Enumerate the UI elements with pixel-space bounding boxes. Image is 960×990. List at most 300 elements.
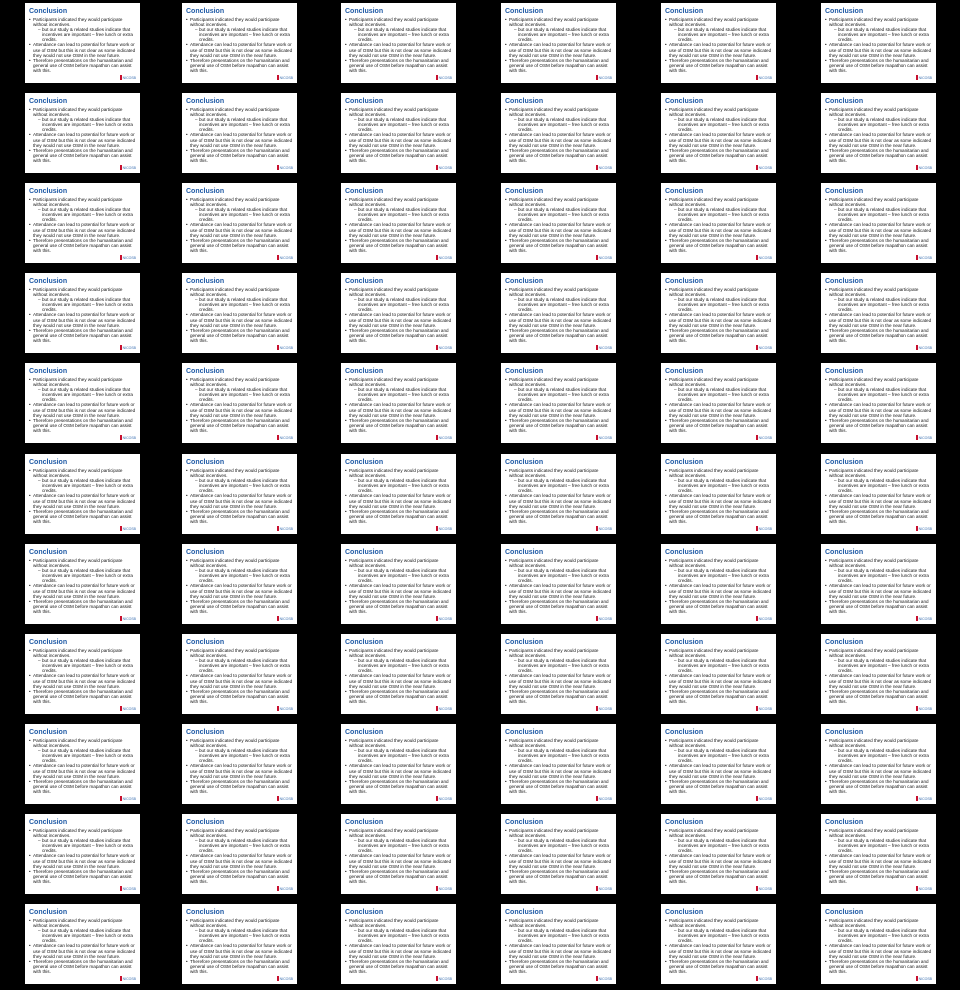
bullet-attendance: • Attendance can lead to potential for future work or use of OSM but this is not clear as some indicated they would not use OSM in the near future.	[186, 853, 293, 868]
bullet-presentations: • Therefore presentations on the humanitarian and general use of OSM before mapathon can assist with this.	[186, 238, 293, 253]
bullet-participation: • Participants indicated they would participate without incentives.	[825, 738, 932, 748]
slide-footer-logo	[277, 165, 293, 170]
slide-thumbnail[interactable]	[661, 814, 776, 894]
logo-flag-icon	[436, 706, 438, 711]
bullet-participation: • Participants indicated they would participate without incentives.	[29, 648, 136, 658]
slide-title: Conclusion	[825, 549, 864, 556]
slide-title: Conclusion	[505, 98, 544, 105]
slide-thumbnail[interactable]	[341, 544, 456, 624]
slide-title: Conclusion	[186, 459, 225, 466]
bullet-list	[505, 287, 612, 343]
logo-text: NICOSB	[918, 526, 932, 531]
slide-title: Conclusion	[345, 368, 384, 375]
slide-footer-logo	[277, 435, 293, 440]
logo-text: NICOSB	[918, 165, 932, 170]
slide-thumbnail[interactable]	[661, 724, 776, 804]
slide-thumbnail[interactable]	[661, 273, 776, 353]
bullet-participation: • Participants indicated they would participate without incentives.	[186, 17, 293, 27]
slide-thumbnail[interactable]	[25, 544, 140, 624]
slide-footer-logo	[756, 165, 772, 170]
bullet-participation: • Participants indicated they would participate without incentives.	[186, 377, 293, 387]
logo-flag-icon	[436, 255, 438, 260]
slide-title: Conclusion	[505, 909, 544, 916]
logo-flag-icon	[120, 976, 122, 981]
slide-footer-logo	[756, 345, 772, 350]
sub-bullet-incentives: – but our study & related studies indicate that incentives are important – free lunch or extra credits.	[354, 478, 452, 493]
slide-thumbnail[interactable]	[341, 634, 456, 714]
bullet-participation: • Participants indicated they would participate without incentives.	[665, 17, 772, 27]
bullet-participation: • Participants indicated they would participate without incentives.	[29, 17, 136, 27]
bullet-attendance: • Attendance can lead to potential for future work or use of OSM but this is not clear as some indicated they would not use OSM in the near future.	[505, 493, 612, 508]
slide-thumbnail[interactable]	[821, 3, 936, 83]
sub-bullet-incentives: – but our study & related studies indicate that incentives are important – free lunch or extra credits.	[674, 27, 772, 42]
slide-footer-logo	[596, 616, 612, 621]
logo-flag-icon	[120, 706, 122, 711]
slide-thumbnail[interactable]	[661, 183, 776, 263]
sub-bullet-incentives: – but our study & related studies indicate that incentives are important – free lunch or extra credits.	[195, 207, 293, 222]
logo-text: NICOSB	[438, 255, 452, 260]
bullet-attendance: • Attendance can lead to potential for future work or use of OSM but this is not clear as some indicated they would not use OSM in the near future.	[186, 222, 293, 237]
bullet-list	[345, 287, 452, 343]
bullet-attendance: • Attendance can lead to potential for future work or use of OSM but this is not clear as some indicated they would not use OSM in the near future.	[345, 673, 452, 688]
slide-thumbnail[interactable]	[501, 3, 616, 83]
slide-thumbnail[interactable]	[661, 544, 776, 624]
slide-title: Conclusion	[665, 459, 704, 466]
bullet-list	[665, 107, 772, 163]
slide-thumbnail[interactable]	[661, 634, 776, 714]
bullet-presentations: • Therefore presentations on the humanitarian and general use of OSM before mapathon can assist with this.	[665, 148, 772, 163]
bullet-attendance: • Attendance can lead to potential for future work or use of OSM but this is not clear as some indicated they would not use OSM in the near future.	[825, 493, 932, 508]
bullet-list	[505, 738, 612, 794]
bullet-presentations: • Therefore presentations on the humanitarian and general use of OSM before mapathon can assist with this.	[29, 779, 136, 794]
logo-text: NICOSB	[122, 706, 136, 711]
bullet-list	[825, 648, 932, 704]
slide-thumbnail[interactable]	[25, 183, 140, 263]
slide-footer-logo	[277, 345, 293, 350]
slide-title: Conclusion	[825, 98, 864, 105]
bullet-participation: • Participants indicated they would participate without incentives.	[665, 558, 772, 568]
bullet-participation: • Participants indicated they would participate without incentives.	[186, 468, 293, 478]
bullet-participation: • Participants indicated they would participate without incentives.	[29, 197, 136, 207]
sub-bullet-incentives: – but our study & related studies indicate that incentives are important – free lunch or extra credits.	[834, 748, 932, 763]
slide-thumbnail[interactable]	[341, 93, 456, 173]
slide-thumbnail[interactable]	[821, 273, 936, 353]
logo-text: NICOSB	[122, 886, 136, 891]
bullet-participation: • Participants indicated they would participate without incentives.	[345, 918, 452, 928]
bullet-list	[505, 918, 612, 974]
logo-text: NICOSB	[279, 526, 293, 531]
slide-thumbnail[interactable]	[25, 363, 140, 443]
slide-footer-logo	[436, 886, 452, 891]
bullet-presentations: • Therefore presentations on the humanitarian and general use of OSM before mapathon can assist with this.	[345, 779, 452, 794]
slide-thumbnail[interactable]	[341, 3, 456, 83]
bullet-participation: • Participants indicated they would participate without incentives.	[505, 17, 612, 27]
bullet-list	[29, 197, 136, 253]
slide-thumbnail[interactable]	[661, 363, 776, 443]
bullet-participation: • Participants indicated they would participate without incentives.	[505, 197, 612, 207]
bullet-attendance: • Attendance can lead to potential for future work or use of OSM but this is not clear as some indicated they would not use OSM in the near future.	[186, 583, 293, 598]
bullet-list	[665, 17, 772, 73]
slide-thumbnail[interactable]	[182, 183, 297, 263]
bullet-list	[505, 468, 612, 524]
logo-flag-icon	[277, 75, 279, 80]
logo-text: NICOSB	[758, 976, 772, 981]
logo-text: NICOSB	[918, 616, 932, 621]
slide-thumbnail[interactable]	[182, 363, 297, 443]
logo-text: NICOSB	[279, 255, 293, 260]
bullet-presentations: • Therefore presentations on the humanitarian and general use of OSM before mapathon can assist with this.	[505, 689, 612, 704]
bullet-presentations: • Therefore presentations on the humanitarian and general use of OSM before mapathon can assist with this.	[665, 509, 772, 524]
logo-text: NICOSB	[438, 706, 452, 711]
logo-flag-icon	[916, 255, 918, 260]
slide-thumbnail[interactable]	[501, 814, 616, 894]
bullet-list	[665, 468, 772, 524]
bullet-list	[665, 287, 772, 343]
logo-text: NICOSB	[598, 526, 612, 531]
slide-thumbnail[interactable]	[661, 904, 776, 984]
bullet-list	[825, 738, 932, 794]
bullet-presentations: • Therefore presentations on the humanitarian and general use of OSM before mapathon can assist with this.	[665, 779, 772, 794]
bullet-list	[345, 648, 452, 704]
bullet-presentations: • Therefore presentations on the humanitarian and general use of OSM before mapathon can assist with this.	[345, 959, 452, 974]
bullet-participation: • Participants indicated they would participate without incentives.	[665, 648, 772, 658]
logo-flag-icon	[596, 976, 598, 981]
bullet-attendance: • Attendance can lead to potential for future work or use of OSM but this is not clear as some indicated they would not use OSM in the near future.	[29, 42, 136, 57]
logo-flag-icon	[120, 616, 122, 621]
slide-thumbnail[interactable]	[182, 454, 297, 534]
logo-flag-icon	[916, 616, 918, 621]
bullet-attendance: • Attendance can lead to potential for future work or use of OSM but this is not clear as some indicated they would not use OSM in the near future.	[186, 132, 293, 147]
logo-text: NICOSB	[279, 435, 293, 440]
logo-text: NICOSB	[758, 165, 772, 170]
slide-thumbnail[interactable]	[501, 93, 616, 173]
slide-footer-logo	[756, 706, 772, 711]
slide-thumbnail[interactable]	[501, 634, 616, 714]
slide-title: Conclusion	[29, 368, 68, 375]
bullet-presentations: • Therefore presentations on the humanitarian and general use of OSM before mapathon can assist with this.	[665, 58, 772, 73]
bullet-participation: • Participants indicated they would participate without incentives.	[825, 918, 932, 928]
slide-thumbnail[interactable]	[182, 724, 297, 804]
logo-text: NICOSB	[918, 976, 932, 981]
bullet-participation: • Participants indicated they would participate without incentives.	[345, 287, 452, 297]
bullet-list	[345, 197, 452, 253]
bullet-attendance: • Attendance can lead to potential for future work or use of OSM but this is not clear as some indicated they would not use OSM in the near future.	[505, 673, 612, 688]
bullet-list	[665, 738, 772, 794]
bullet-attendance: • Attendance can lead to potential for future work or use of OSM but this is not clear as some indicated they would not use OSM in the near future.	[186, 493, 293, 508]
logo-text: NICOSB	[438, 886, 452, 891]
slide-thumbnail[interactable]	[182, 544, 297, 624]
logo-flag-icon	[756, 886, 758, 891]
slide-title: Conclusion	[29, 98, 68, 105]
logo-flag-icon	[916, 526, 918, 531]
sub-bullet-incentives: – but our study & related studies indicate that incentives are important – free lunch or extra credits.	[514, 478, 612, 493]
logo-flag-icon	[916, 706, 918, 711]
slide-title: Conclusion	[345, 639, 384, 646]
bullet-list	[505, 107, 612, 163]
slide-thumbnail[interactable]	[182, 3, 297, 83]
slide-footer-logo	[756, 976, 772, 981]
slide-footer-logo	[120, 976, 136, 981]
slide-footer-logo	[916, 526, 932, 531]
sub-bullet-incentives: – but our study & related studies indicate that incentives are important – free lunch or extra credits.	[354, 568, 452, 583]
bullet-presentations: • Therefore presentations on the humanitarian and general use of OSM before mapathon can assist with this.	[345, 599, 452, 614]
bullet-presentations: • Therefore presentations on the humanitarian and general use of OSM before mapathon can assist with this.	[186, 959, 293, 974]
sub-bullet-incentives: – but our study & related studies indicate that incentives are important – free lunch or extra credits.	[38, 838, 136, 853]
slide-title: Conclusion	[825, 909, 864, 916]
slide-title: Conclusion	[345, 729, 384, 736]
slide-footer-logo	[277, 796, 293, 801]
slide-thumbnail[interactable]	[661, 93, 776, 173]
bullet-presentations: • Therefore presentations on the humanitarian and general use of OSM before mapathon can assist with this.	[825, 779, 932, 794]
slide-thumbnail[interactable]	[501, 904, 616, 984]
sub-bullet-incentives: – but our study & related studies indicate that incentives are important – free lunch or extra credits.	[674, 478, 772, 493]
slide-thumbnail[interactable]	[821, 544, 936, 624]
bullet-list	[825, 918, 932, 974]
bullet-participation: • Participants indicated they would participate without incentives.	[825, 17, 932, 27]
sub-bullet-incentives: – but our study & related studies indicate that incentives are important – free lunch or extra credits.	[195, 117, 293, 132]
bullet-list	[505, 197, 612, 253]
bullet-attendance: • Attendance can lead to potential for future work or use of OSM but this is not clear as some indicated they would not use OSM in the near future.	[665, 42, 772, 57]
sub-bullet-incentives: – but our study & related studies indicate that incentives are important – free lunch or extra credits.	[38, 117, 136, 132]
logo-text: NICOSB	[122, 75, 136, 80]
logo-flag-icon	[120, 75, 122, 80]
slide-footer-logo	[120, 526, 136, 531]
slide-footer-logo	[277, 886, 293, 891]
logo-flag-icon	[277, 796, 279, 801]
slide-thumbnail[interactable]	[821, 904, 936, 984]
bullet-attendance: • Attendance can lead to potential for future work or use of OSM but this is not clear as some indicated they would not use OSM in the near future.	[29, 493, 136, 508]
slide-thumbnail[interactable]	[341, 273, 456, 353]
logo-flag-icon	[120, 345, 122, 350]
bullet-presentations: • Therefore presentations on the humanitarian and general use of OSM before mapathon can assist with this.	[825, 689, 932, 704]
bullet-presentations: • Therefore presentations on the humanitarian and general use of OSM before mapathon can assist with this.	[825, 869, 932, 884]
slide-thumbnail[interactable]	[501, 724, 616, 804]
slide-thumbnail[interactable]	[25, 634, 140, 714]
slide-thumbnail[interactable]	[821, 183, 936, 263]
bullet-participation: • Participants indicated they would participate without incentives.	[29, 468, 136, 478]
slide-thumbnail[interactable]	[25, 3, 140, 83]
slide-title: Conclusion	[505, 8, 544, 15]
bullet-participation: • Participants indicated they would participate without incentives.	[665, 287, 772, 297]
sub-bullet-incentives: – but our study & related studies indicate that incentives are important – free lunch or extra credits.	[514, 928, 612, 943]
logo-flag-icon	[436, 345, 438, 350]
bullet-presentations: • Therefore presentations on the humanitarian and general use of OSM before mapathon can assist with this.	[29, 58, 136, 73]
bullet-attendance: • Attendance can lead to potential for future work or use of OSM but this is not clear as some indicated they would not use OSM in the near future.	[29, 312, 136, 327]
slide-thumbnail[interactable]	[821, 724, 936, 804]
slide-thumbnail[interactable]	[25, 814, 140, 894]
logo-text: NICOSB	[438, 796, 452, 801]
slide-thumbnail[interactable]	[341, 183, 456, 263]
logo-flag-icon	[436, 796, 438, 801]
sub-bullet-incentives: – but our study & related studies indicate that incentives are important – free lunch or extra credits.	[514, 297, 612, 312]
bullet-presentations: • Therefore presentations on the humanitarian and general use of OSM before mapathon can assist with this.	[665, 599, 772, 614]
logo-flag-icon	[120, 435, 122, 440]
bullet-attendance: • Attendance can lead to potential for future work or use of OSM but this is not clear as some indicated they would not use OSM in the near future.	[29, 853, 136, 868]
slide-thumbnail[interactable]	[501, 183, 616, 263]
logo-flag-icon	[756, 75, 758, 80]
bullet-participation: • Participants indicated they would participate without incentives.	[345, 197, 452, 207]
slide-title: Conclusion	[505, 549, 544, 556]
logo-flag-icon	[596, 706, 598, 711]
bullet-presentations: • Therefore presentations on the humanitarian and general use of OSM before mapathon can assist with this.	[825, 959, 932, 974]
sub-bullet-incentives: – but our study & related studies indicate that incentives are important – free lunch or extra credits.	[514, 658, 612, 673]
slide-footer-logo	[756, 796, 772, 801]
slide-thumbnail[interactable]	[25, 724, 140, 804]
logo-text: NICOSB	[279, 886, 293, 891]
sub-bullet-incentives: – but our study & related studies indicate that incentives are important – free lunch or extra credits.	[38, 478, 136, 493]
bullet-presentations: • Therefore presentations on the humanitarian and general use of OSM before mapathon can assist with this.	[186, 599, 293, 614]
bullet-attendance: • Attendance can lead to potential for future work or use of OSM but this is not clear as some indicated they would not use OSM in the near future.	[345, 222, 452, 237]
logo-text: NICOSB	[758, 435, 772, 440]
bullet-attendance: • Attendance can lead to potential for future work or use of OSM but this is not clear as some indicated they would not use OSM in the near future.	[825, 943, 932, 958]
logo-text: NICOSB	[918, 345, 932, 350]
sub-bullet-incentives: – but our study & related studies indicate that incentives are important – free lunch or extra credits.	[674, 748, 772, 763]
bullet-presentations: • Therefore presentations on the humanitarian and general use of OSM before mapathon can assist with this.	[665, 689, 772, 704]
slide-footer-logo	[596, 796, 612, 801]
bullet-presentations: • Therefore presentations on the humanitarian and general use of OSM before mapathon can assist with this.	[345, 869, 452, 884]
slide-title: Conclusion	[505, 729, 544, 736]
slide-footer-logo	[916, 435, 932, 440]
logo-flag-icon	[120, 165, 122, 170]
slide-thumbnail[interactable]	[182, 273, 297, 353]
logo-flag-icon	[756, 435, 758, 440]
logo-flag-icon	[436, 976, 438, 981]
sub-bullet-incentives: – but our study & related studies indicate that incentives are important – free lunch or extra credits.	[38, 568, 136, 583]
slide-thumbnail[interactable]	[501, 544, 616, 624]
slide-thumbnail[interactable]	[25, 454, 140, 534]
bullet-participation: • Participants indicated they would participate without incentives.	[505, 828, 612, 838]
logo-text: NICOSB	[122, 345, 136, 350]
bullet-attendance: • Attendance can lead to potential for future work or use of OSM but this is not clear as some indicated they would not use OSM in the near future.	[505, 943, 612, 958]
slide-thumbnail[interactable]	[661, 454, 776, 534]
logo-flag-icon	[596, 165, 598, 170]
bullet-list	[29, 287, 136, 343]
logo-flag-icon	[916, 165, 918, 170]
bullet-participation: • Participants indicated they would participate without incentives.	[29, 107, 136, 117]
slide-title: Conclusion	[345, 459, 384, 466]
bullet-participation: • Participants indicated they would participate without incentives.	[345, 828, 452, 838]
sub-bullet-incentives: – but our study & related studies indicate that incentives are important – free lunch or extra credits.	[195, 658, 293, 673]
bullet-list	[29, 918, 136, 974]
slide-footer-logo	[596, 706, 612, 711]
slide-thumbnail[interactable]	[25, 273, 140, 353]
slide-title: Conclusion	[186, 819, 225, 826]
sub-bullet-incentives: – but our study & related studies indicate that incentives are important – free lunch or extra credits.	[38, 748, 136, 763]
bullet-participation: • Participants indicated they would participate without incentives.	[505, 558, 612, 568]
bullet-list	[345, 558, 452, 614]
logo-text: NICOSB	[122, 435, 136, 440]
bullet-presentations: • Therefore presentations on the humanitarian and general use of OSM before mapathon can assist with this.	[345, 509, 452, 524]
slide-footer-logo	[596, 435, 612, 440]
logo-flag-icon	[596, 616, 598, 621]
logo-flag-icon	[277, 616, 279, 621]
logo-text: NICOSB	[438, 345, 452, 350]
logo-text: NICOSB	[279, 165, 293, 170]
slide-thumbnail[interactable]	[341, 814, 456, 894]
slide-thumbnail[interactable]	[182, 904, 297, 984]
logo-text: NICOSB	[598, 616, 612, 621]
slide-footer-logo	[596, 976, 612, 981]
logo-text: NICOSB	[438, 165, 452, 170]
bullet-participation: • Participants indicated they would participate without incentives.	[29, 377, 136, 387]
sub-bullet-incentives: – but our study & related studies indicate that incentives are important – free lunch or extra credits.	[674, 117, 772, 132]
logo-text: NICOSB	[122, 616, 136, 621]
bullet-attendance: • Attendance can lead to potential for future work or use of OSM but this is not clear as some indicated they would not use OSM in the near future.	[665, 132, 772, 147]
slide-title: Conclusion	[29, 8, 68, 15]
slide-thumbnail[interactable]	[25, 93, 140, 173]
bullet-participation: • Participants indicated they would participate without incentives.	[345, 558, 452, 568]
logo-flag-icon	[596, 886, 598, 891]
slide-thumbnail[interactable]	[341, 724, 456, 804]
slide-thumbnail[interactable]	[182, 634, 297, 714]
logo-text: NICOSB	[122, 976, 136, 981]
bullet-list	[345, 377, 452, 433]
slide-thumbnail[interactable]	[821, 634, 936, 714]
slide-footer-logo	[916, 616, 932, 621]
bullet-list	[345, 738, 452, 794]
bullet-list	[345, 828, 452, 884]
slide-thumbnail[interactable]	[341, 904, 456, 984]
slide-footer-logo	[436, 255, 452, 260]
slide-footer-logo	[436, 435, 452, 440]
slide-thumbnail[interactable]	[821, 363, 936, 443]
bullet-list	[29, 377, 136, 433]
sub-bullet-incentives: – but our study & related studies indicate that incentives are important – free lunch or extra credits.	[195, 478, 293, 493]
logo-text: NICOSB	[279, 345, 293, 350]
logo-flag-icon	[596, 796, 598, 801]
slide-thumbnail[interactable]	[341, 454, 456, 534]
slide-thumbnail[interactable]	[501, 454, 616, 534]
slide-title: Conclusion	[825, 8, 864, 15]
logo-text: NICOSB	[918, 255, 932, 260]
slide-title: Conclusion	[665, 729, 704, 736]
bullet-participation: • Participants indicated they would participate without incentives.	[186, 197, 293, 207]
slide-footer-logo	[916, 976, 932, 981]
slide-title: Conclusion	[505, 368, 544, 375]
sub-bullet-incentives: – but our study & related studies indicate that incentives are important – free lunch or extra credits.	[354, 748, 452, 763]
slide-title: Conclusion	[29, 729, 68, 736]
logo-flag-icon	[916, 75, 918, 80]
slide-thumbnail[interactable]	[661, 3, 776, 83]
bullet-list	[665, 648, 772, 704]
slide-thumbnail[interactable]	[182, 93, 297, 173]
slide-footer-logo	[120, 616, 136, 621]
slide-thumbnail[interactable]	[501, 363, 616, 443]
bullet-presentations: • Therefore presentations on the humanitarian and general use of OSM before mapathon can assist with this.	[665, 418, 772, 433]
bullet-attendance: • Attendance can lead to potential for future work or use of OSM but this is not clear as some indicated they would not use OSM in the near future.	[505, 132, 612, 147]
bullet-list	[186, 648, 293, 704]
bullet-participation: • Participants indicated they would participate without incentives.	[825, 197, 932, 207]
slide-thumbnail[interactable]	[341, 363, 456, 443]
slide-thumbnail[interactable]	[25, 904, 140, 984]
logo-flag-icon	[120, 886, 122, 891]
slide-title: Conclusion	[825, 819, 864, 826]
bullet-attendance: • Attendance can lead to potential for future work or use of OSM but this is not clear as some indicated they would not use OSM in the near future.	[345, 853, 452, 868]
bullet-attendance: • Attendance can lead to potential for future work or use of OSM but this is not clear as some indicated they would not use OSM in the near future.	[345, 763, 452, 778]
bullet-list	[186, 558, 293, 614]
sub-bullet-incentives: – but our study & related studies indicate that incentives are important – free lunch or extra credits.	[195, 27, 293, 42]
slide-title: Conclusion	[825, 188, 864, 195]
slide-thumbnail[interactable]	[821, 93, 936, 173]
bullet-presentations: • Therefore presentations on the humanitarian and general use of OSM before mapathon can assist with this.	[186, 869, 293, 884]
logo-flag-icon	[277, 886, 279, 891]
bullet-attendance: • Attendance can lead to potential for future work or use of OSM but this is not clear as some indicated they would not use OSM in the near future.	[825, 312, 932, 327]
slide-thumbnail[interactable]	[182, 814, 297, 894]
slide-thumbnail[interactable]	[501, 273, 616, 353]
slide-thumbnail[interactable]	[821, 814, 936, 894]
slide-title: Conclusion	[186, 8, 225, 15]
slide-thumbnail[interactable]	[821, 454, 936, 534]
